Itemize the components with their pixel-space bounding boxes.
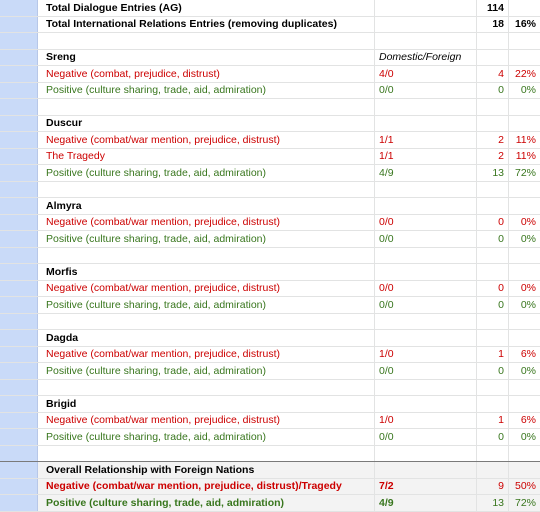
df-cell[interactable]: Domestic/Foreign xyxy=(375,50,477,66)
row-gutter xyxy=(0,380,38,396)
pct-cell[interactable] xyxy=(509,99,540,115)
pct-cell[interactable] xyxy=(509,264,540,280)
num-cell[interactable]: 0 xyxy=(477,281,509,297)
label-cell[interactable]: Negative (combat/war mention, prejudice, distrust) xyxy=(38,132,375,148)
num-cell[interactable]: 114 xyxy=(477,0,509,16)
label-cell[interactable]: Positive (culture sharing, trade, aid, admiration) xyxy=(38,297,375,313)
pct-cell[interactable] xyxy=(509,33,540,49)
row-gutter xyxy=(0,248,38,264)
row-gutter xyxy=(0,50,38,66)
pct-cell[interactable]: 0% xyxy=(520,282,536,295)
row-gutter xyxy=(0,132,38,148)
sheet-row xyxy=(0,248,540,265)
pct-cell[interactable] xyxy=(509,380,540,396)
row-gutter xyxy=(0,182,38,198)
pct-cell[interactable]: 0% xyxy=(520,232,536,245)
row-gutter xyxy=(0,495,38,511)
pct-cell[interactable] xyxy=(509,330,540,346)
row-gutter xyxy=(0,198,38,214)
label-cell[interactable]: Positive (culture sharing, trade, aid, admiration) xyxy=(38,165,375,181)
row-gutter xyxy=(0,83,38,99)
df-cell[interactable] xyxy=(375,116,477,132)
row-gutter xyxy=(0,231,38,247)
pct-cell[interactable] xyxy=(509,462,540,478)
num-cell[interactable]: 18 xyxy=(477,17,509,33)
df-cell[interactable] xyxy=(375,99,477,115)
label-cell[interactable]: Negative (combat, prejudice, distrust) xyxy=(38,66,375,82)
pct-cell[interactable]: 0% xyxy=(520,216,536,229)
df-cell[interactable] xyxy=(375,198,477,214)
sheet-row xyxy=(0,182,540,199)
label-cell[interactable]: Almyra xyxy=(38,198,375,214)
row-gutter xyxy=(0,330,38,346)
num-cell[interactable] xyxy=(477,33,509,49)
label-cell[interactable] xyxy=(38,314,375,330)
row-gutter xyxy=(0,215,38,231)
label-cell[interactable]: Overall Relationship with Foreign Nations xyxy=(38,462,375,478)
label-cell[interactable]: The Tragedy xyxy=(38,149,375,165)
num-cell[interactable]: 1 xyxy=(477,347,509,363)
pct-cell[interactable] xyxy=(509,0,540,16)
label-cell[interactable]: Negative (combat/war mention, prejudice, distrust) xyxy=(38,215,375,231)
sheet-row xyxy=(0,264,540,281)
pct-cell[interactable] xyxy=(509,182,540,198)
sheet-row xyxy=(0,0,540,17)
sheet-row xyxy=(0,380,540,397)
df-cell[interactable]: 1/0 xyxy=(375,413,477,429)
num-cell[interactable]: 13 xyxy=(477,495,509,511)
df-cell[interactable]: 4/9 xyxy=(375,165,477,181)
num-cell[interactable] xyxy=(477,380,509,396)
sheet-row xyxy=(0,83,540,100)
pct-cell[interactable]: 50% xyxy=(514,480,536,493)
num-cell[interactable] xyxy=(477,116,509,132)
df-cell[interactable]: 4/9 xyxy=(375,495,477,511)
pct-cell[interactable]: 0% xyxy=(520,430,536,443)
df-cell[interactable] xyxy=(375,462,477,478)
num-cell[interactable]: 0 xyxy=(477,429,509,445)
label-cell[interactable]: Negative (combat/war mention, prejudice, distrust) xyxy=(38,281,375,297)
pct-cell[interactable]: 0% xyxy=(520,84,536,97)
row-gutter xyxy=(0,0,38,16)
df-cell[interactable] xyxy=(375,380,477,396)
pct-cell[interactable] xyxy=(509,198,540,214)
num-cell[interactable] xyxy=(477,264,509,280)
num-cell[interactable]: 2 xyxy=(477,132,509,148)
label-cell[interactable]: Positive (culture sharing, trade, aid, admiration) xyxy=(38,231,375,247)
df-cell[interactable]: 1/0 xyxy=(375,347,477,363)
pct-cell[interactable] xyxy=(509,116,540,132)
sheet-row xyxy=(0,198,540,215)
df-cell[interactable] xyxy=(375,33,477,49)
num-cell[interactable]: 0 xyxy=(477,83,509,99)
num-cell[interactable]: 0 xyxy=(477,215,509,231)
row-gutter xyxy=(0,33,38,49)
sheet-row xyxy=(0,314,540,331)
pct-cell[interactable] xyxy=(509,50,540,66)
row-gutter xyxy=(0,462,38,478)
label-cell[interactable]: Sreng xyxy=(38,50,375,66)
sheet-row xyxy=(0,215,540,232)
df-cell[interactable] xyxy=(375,17,477,33)
label-cell[interactable]: Positive (culture sharing, trade, aid, admiration) xyxy=(38,429,375,445)
pct-cell[interactable]: 11% xyxy=(515,150,536,163)
row-gutter xyxy=(0,116,38,132)
num-cell[interactable] xyxy=(477,198,509,214)
sheet-row xyxy=(0,50,540,67)
sheet-row xyxy=(0,132,540,149)
label-cell[interactable]: Dagda xyxy=(38,330,375,346)
num-cell[interactable] xyxy=(477,446,509,462)
sheet-row xyxy=(0,281,540,298)
num-cell[interactable]: 1 xyxy=(477,413,509,429)
row-gutter xyxy=(0,66,38,82)
label-cell[interactable] xyxy=(38,380,375,396)
label-cell[interactable]: Total International Relations Entries (removing duplicates) xyxy=(38,17,375,33)
sheet-row xyxy=(0,17,540,34)
sheet-row xyxy=(0,363,540,380)
num-cell[interactable]: 4 xyxy=(477,66,509,82)
num-cell[interactable] xyxy=(477,314,509,330)
label-cell[interactable]: Brigid xyxy=(38,396,375,412)
num-cell[interactable] xyxy=(477,50,509,66)
num-cell[interactable] xyxy=(477,182,509,198)
df-cell[interactable]: 4/0 xyxy=(375,66,477,82)
sheet-row xyxy=(0,330,540,347)
df-cell[interactable] xyxy=(375,0,477,16)
row-gutter xyxy=(0,165,38,181)
num-cell[interactable] xyxy=(477,99,509,115)
sheet-row xyxy=(0,462,540,479)
pct-cell[interactable]: 72% xyxy=(514,496,536,509)
df-cell[interactable] xyxy=(375,264,477,280)
num-cell[interactable] xyxy=(477,248,509,264)
sheet-row xyxy=(0,495,540,512)
pct-cell[interactable]: 6% xyxy=(520,414,536,427)
sheet-row xyxy=(0,297,540,314)
pct-cell[interactable]: 11% xyxy=(515,133,536,146)
pct-cell[interactable]: 6% xyxy=(520,348,536,361)
df-cell[interactable] xyxy=(375,446,477,462)
sheet-row xyxy=(0,99,540,116)
df-cell[interactable] xyxy=(375,182,477,198)
pct-cell[interactable]: 72% xyxy=(514,166,536,179)
pct-cell[interactable] xyxy=(509,314,540,330)
df-cell[interactable] xyxy=(375,314,477,330)
num-cell[interactable]: 0 xyxy=(477,363,509,379)
label-cell[interactable]: Positive (culture sharing, trade, aid, admiration) xyxy=(38,83,375,99)
num-cell[interactable] xyxy=(477,462,509,478)
row-gutter xyxy=(0,429,38,445)
pct-cell[interactable]: 16% xyxy=(514,18,536,31)
label-cell[interactable]: Morfis xyxy=(38,264,375,280)
sheet-row xyxy=(0,165,540,182)
row-gutter xyxy=(0,347,38,363)
sheet-row xyxy=(0,347,540,364)
df-cell[interactable] xyxy=(375,396,477,412)
row-gutter xyxy=(0,413,38,429)
df-cell[interactable]: 1/1 xyxy=(375,132,477,148)
num-cell[interactable]: 9 xyxy=(477,479,509,495)
df-cell[interactable]: 0/0 xyxy=(375,231,477,247)
row-gutter xyxy=(0,363,38,379)
pct-cell[interactable]: 0% xyxy=(520,364,536,377)
df-cell[interactable]: 0/0 xyxy=(375,429,477,445)
df-cell[interactable]: 1/1 xyxy=(375,149,477,165)
sheet-row xyxy=(0,33,540,50)
sheet-row xyxy=(0,446,540,463)
label-cell[interactable]: Positive (culture sharing, trade, aid, admiration) xyxy=(38,495,375,511)
row-gutter xyxy=(0,297,38,313)
pct-cell[interactable] xyxy=(509,396,540,412)
row-gutter xyxy=(0,99,38,115)
label-cell[interactable]: Negative (combat/war mention, prejudice, distrust) xyxy=(38,347,375,363)
df-cell[interactable] xyxy=(375,330,477,346)
sheet-row xyxy=(0,413,540,430)
row-gutter xyxy=(0,446,38,462)
pct-cell[interactable]: 22% xyxy=(514,67,536,80)
sheet-row xyxy=(0,116,540,133)
row-gutter xyxy=(0,281,38,297)
pct-cell[interactable]: 0% xyxy=(520,298,536,311)
num-cell[interactable]: 0 xyxy=(477,231,509,247)
sheet-row xyxy=(0,429,540,446)
label-cell[interactable]: Duscur xyxy=(38,116,375,132)
row-gutter xyxy=(0,17,38,33)
row-gutter xyxy=(0,149,38,165)
num-cell[interactable] xyxy=(477,396,509,412)
label-cell[interactable] xyxy=(38,248,375,264)
df-cell[interactable]: 0/0 xyxy=(375,83,477,99)
df-cell[interactable]: 7/2 xyxy=(375,479,477,495)
pct-cell[interactable] xyxy=(509,446,540,462)
df-cell[interactable]: 0/0 xyxy=(375,363,477,379)
row-gutter xyxy=(0,264,38,280)
num-cell[interactable]: 13 xyxy=(477,165,509,181)
label-cell[interactable] xyxy=(38,33,375,49)
label-cell[interactable] xyxy=(38,99,375,115)
row-gutter xyxy=(0,479,38,495)
sheet-row xyxy=(0,231,540,248)
label-cell[interactable]: Negative (combat/war mention, prejudice, distrust)/Tragedy xyxy=(38,479,375,495)
sheet-row xyxy=(0,66,540,83)
pct-cell[interactable] xyxy=(509,248,540,264)
sheet-row xyxy=(0,479,540,496)
num-cell[interactable]: 2 xyxy=(477,149,509,165)
df-cell[interactable]: 0/0 xyxy=(375,215,477,231)
label-cell[interactable]: Total Dialogue Entries (AG) xyxy=(38,0,375,16)
label-cell[interactable]: Negative (combat/war mention, prejudice, distrust) xyxy=(38,413,375,429)
label-cell[interactable] xyxy=(38,182,375,198)
num-cell[interactable]: 0 xyxy=(477,297,509,313)
sheet-row xyxy=(0,396,540,413)
row-gutter xyxy=(0,396,38,412)
num-cell[interactable] xyxy=(477,330,509,346)
sheet-row xyxy=(0,149,540,166)
row-gutter xyxy=(0,314,38,330)
df-cell[interactable] xyxy=(375,248,477,264)
df-cell[interactable]: 0/0 xyxy=(375,297,477,313)
label-cell[interactable] xyxy=(38,446,375,462)
df-cell[interactable]: 0/0 xyxy=(375,281,477,297)
label-cell[interactable]: Positive (culture sharing, trade, aid, admiration) xyxy=(38,363,375,379)
